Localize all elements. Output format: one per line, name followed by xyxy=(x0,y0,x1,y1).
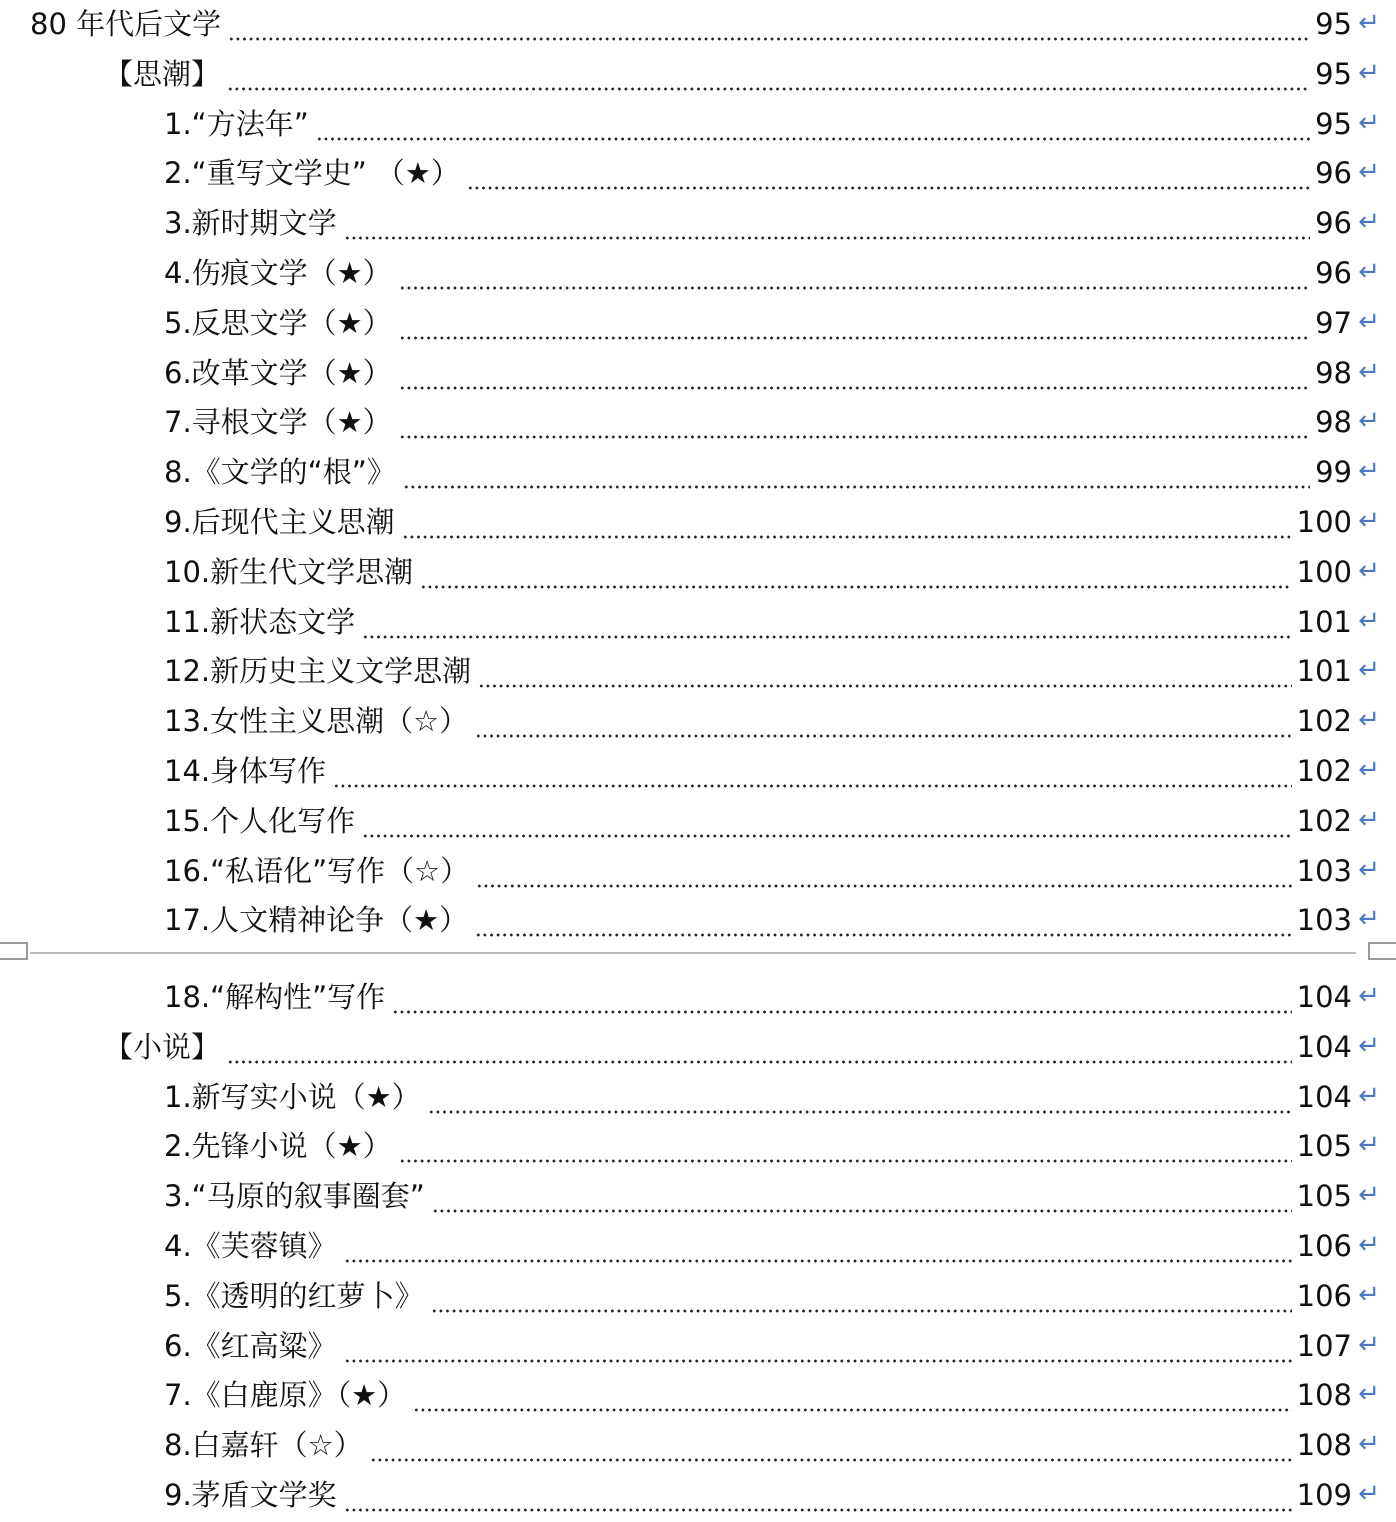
toc-dot-leader xyxy=(228,6,1310,42)
toc-entry[interactable] xyxy=(0,490,1396,540)
toc-dot-leader xyxy=(420,554,1292,590)
paragraph-mark-icon: ↵ xyxy=(1358,8,1380,38)
toc-page-number: 99 xyxy=(1315,455,1352,490)
toc-entry-title: 13.女性主义思潮（☆） xyxy=(164,704,469,739)
toc-dot-leader xyxy=(227,1029,1292,1065)
toc-entry[interactable] xyxy=(0,0,1396,42)
toc-entry-title: 9.茅盾文学奖 xyxy=(164,1478,337,1512)
toc-dot-leader xyxy=(467,155,1310,191)
toc-entry-title: 1.“方法年” xyxy=(164,106,309,141)
toc-page-number: 104 xyxy=(1296,1029,1352,1064)
toc-entry[interactable] xyxy=(0,1214,1396,1264)
paragraph-mark-icon: ↵ xyxy=(1358,904,1380,935)
toc-dot-leader xyxy=(362,803,1292,839)
paragraph-mark-icon: ↵ xyxy=(1358,981,1380,1011)
toc-dot-leader xyxy=(403,454,1310,490)
paragraph-mark-icon: ↵ xyxy=(1358,1180,1380,1211)
toc-entry[interactable] xyxy=(0,42,1396,92)
toc-entry-title: 5.反思文学（★） xyxy=(164,305,392,340)
toc-dot-leader xyxy=(399,355,1310,391)
toc-page-number: 100 xyxy=(1296,554,1352,589)
toc-entry-title: 6.《红高粱》 xyxy=(164,1328,337,1363)
toc-entry[interactable] xyxy=(0,1314,1396,1364)
toc-entry[interactable] xyxy=(0,965,1396,1015)
toc-dot-leader xyxy=(428,1079,1292,1115)
paragraph-mark-icon: ↵ xyxy=(1358,306,1380,337)
page-corner-right-icon xyxy=(1368,942,1396,960)
toc-dot-leader xyxy=(402,504,1292,540)
toc-page-number: 108 xyxy=(1296,1428,1352,1463)
paragraph-mark-icon: ↵ xyxy=(1358,1080,1380,1111)
page-break-separator xyxy=(0,942,1396,964)
toc-page-number: 105 xyxy=(1296,1179,1352,1214)
toc-entry[interactable] xyxy=(0,1413,1396,1463)
toc-page-number: 97 xyxy=(1315,305,1352,340)
toc-entry-title: 7.寻根文学（★） xyxy=(164,405,392,440)
toc-entry[interactable] xyxy=(0,1015,1396,1065)
toc-page-number: 104 xyxy=(1296,1079,1352,1114)
toc-entry-title: 2.先锋小说（★） xyxy=(164,1129,392,1164)
paragraph-mark-icon: ↵ xyxy=(1358,1329,1380,1360)
paragraph-mark-icon: ↵ xyxy=(1358,257,1380,287)
toc-dot-leader xyxy=(344,1228,1292,1264)
paragraph-mark-icon: ↵ xyxy=(1358,506,1380,536)
toc-page-number: 101 xyxy=(1296,604,1352,639)
paragraph-mark-icon: ↵ xyxy=(1358,157,1380,188)
paragraph-mark-icon: ↵ xyxy=(1358,1479,1380,1509)
toc-entry-title: 5.《透明的红萝卜》 xyxy=(164,1278,424,1313)
toc-entry-title: 2.“重写文学史” （★） xyxy=(164,156,460,191)
toc-dot-leader xyxy=(370,1427,1292,1463)
toc-page-number: 96 xyxy=(1315,206,1352,241)
toc-entry[interactable] xyxy=(0,839,1396,889)
paragraph-mark-icon: ↵ xyxy=(1358,1379,1380,1410)
toc-dot-leader xyxy=(392,979,1291,1015)
toc-page-number: 108 xyxy=(1296,1378,1352,1413)
toc-dot-leader xyxy=(227,56,1310,92)
toc-entry[interactable] xyxy=(0,440,1396,490)
toc-dot-leader xyxy=(431,1278,1292,1314)
toc-entry-title: 11.新状态文学 xyxy=(164,604,356,639)
paragraph-mark-icon: ↵ xyxy=(1358,1230,1380,1260)
toc-dot-leader xyxy=(475,703,1292,739)
paragraph-mark-icon: ↵ xyxy=(1358,1279,1380,1310)
paragraph-mark-icon: ↵ xyxy=(1358,655,1380,686)
toc-dot-leader xyxy=(413,1377,1291,1413)
paragraph-mark-icon: ↵ xyxy=(1358,555,1380,586)
toc-entry[interactable] xyxy=(0,1264,1396,1314)
toc-page-number: 95 xyxy=(1315,7,1352,41)
toc-entry-title: 4.伤痕文学（★） xyxy=(164,256,392,290)
toc-entry[interactable] xyxy=(0,540,1396,590)
toc-entry-title: 8.白嘉轩（☆） xyxy=(164,1428,363,1463)
toc-dot-leader xyxy=(399,255,1310,291)
toc-dot-leader xyxy=(399,404,1310,440)
toc-page-number: 103 xyxy=(1296,903,1352,938)
paragraph-mark-icon: ↵ xyxy=(1358,356,1380,387)
toc-dot-leader xyxy=(478,653,1292,689)
paragraph-mark-icon: ↵ xyxy=(1358,456,1380,487)
toc-entry[interactable] xyxy=(0,888,1396,938)
toc-entry-title: 3.“马原的叙事圈套” xyxy=(164,1179,425,1214)
toc-entry[interactable] xyxy=(0,390,1396,440)
paragraph-mark-icon: ↵ xyxy=(1358,1429,1380,1460)
toc-page-number: 98 xyxy=(1315,405,1352,440)
toc-dot-leader xyxy=(344,1328,1292,1364)
paragraph-mark-icon: ↵ xyxy=(1358,804,1380,835)
toc-entry[interactable] xyxy=(0,1164,1396,1214)
page-corner-left-icon xyxy=(0,942,28,960)
toc-page-number: 96 xyxy=(1315,256,1352,290)
toc-page-number: 100 xyxy=(1296,505,1352,539)
paragraph-mark-icon: ↵ xyxy=(1358,605,1380,636)
paragraph-mark-icon: ↵ xyxy=(1358,755,1380,785)
toc-dot-leader xyxy=(476,853,1291,889)
toc-entry-title: 6.改革文学（★） xyxy=(164,355,392,390)
toc-dot-leader xyxy=(399,305,1310,341)
toc-dot-leader xyxy=(344,205,1310,241)
paragraph-mark-icon: ↵ xyxy=(1358,1130,1380,1161)
paragraph-mark-icon: ↵ xyxy=(1358,854,1380,885)
toc-page-number: 95 xyxy=(1315,56,1352,91)
paragraph-mark-icon: ↵ xyxy=(1358,705,1380,736)
toc-page-number: 104 xyxy=(1296,980,1352,1014)
toc-dot-leader xyxy=(475,902,1292,938)
toc-entry-title: 18.“解构性”写作 xyxy=(164,980,386,1014)
toc-entry-title: 3.新时期文学 xyxy=(164,206,337,241)
toc-entry[interactable] xyxy=(0,689,1396,739)
toc-dot-leader xyxy=(344,1477,1292,1513)
toc-page-number: 96 xyxy=(1315,156,1352,191)
toc-entry[interactable] xyxy=(0,590,1396,640)
toc-page-number: 103 xyxy=(1296,853,1352,888)
toc-entry-title: 4.《芙蓉镇》 xyxy=(164,1229,337,1263)
toc-entry[interactable] xyxy=(0,639,1396,689)
toc-entry-title: 10.新生代文学思潮 xyxy=(164,554,414,589)
toc-entry[interactable] xyxy=(0,141,1396,191)
toc-entry[interactable] xyxy=(0,241,1396,291)
toc-entry-title: 17.人文精神论争（★） xyxy=(164,903,469,938)
toc-entry[interactable] xyxy=(0,291,1396,341)
toc-entry[interactable] xyxy=(0,341,1396,391)
toc-entry[interactable] xyxy=(0,92,1396,142)
toc-page-number: 105 xyxy=(1296,1129,1352,1164)
page-break-rule xyxy=(30,952,1356,954)
document-page-bottom xyxy=(0,964,1396,1522)
toc-entry-title: 9.后现代主义思潮 xyxy=(164,505,395,539)
toc-page-number: 107 xyxy=(1296,1328,1352,1363)
toc-page-number: 106 xyxy=(1296,1278,1352,1313)
toc-entry[interactable] xyxy=(0,1065,1396,1115)
toc-page-number: 98 xyxy=(1315,355,1352,390)
paragraph-mark-icon: ↵ xyxy=(1358,107,1380,138)
toc-page-number: 102 xyxy=(1296,704,1352,739)
toc-dot-leader xyxy=(316,106,1310,142)
toc-entry-title: 【思潮】 xyxy=(104,56,221,91)
toc-page-number: 106 xyxy=(1296,1229,1352,1263)
toc-entry-title: 15.个人化写作 xyxy=(164,803,356,838)
toc-entry[interactable] xyxy=(0,739,1396,789)
toc-dot-leader xyxy=(432,1178,1292,1214)
toc-entry-title: 80 年代后文学 xyxy=(30,7,222,41)
toc-entry-title: 1.新写实小说（★） xyxy=(164,1079,421,1114)
toc-entry[interactable] xyxy=(0,1463,1396,1513)
paragraph-mark-icon: ↵ xyxy=(1358,207,1380,238)
toc-entry[interactable] xyxy=(0,191,1396,241)
toc-entry-title: 7.《白鹿原》（★） xyxy=(164,1378,407,1413)
toc-entry-title: 【小说】 xyxy=(104,1029,221,1064)
toc-entry-title: 8.《文学的“根”》 xyxy=(164,455,396,490)
toc-dot-leader xyxy=(333,753,1292,789)
paragraph-mark-icon: ↵ xyxy=(1358,57,1380,88)
toc-entry-title: 12.新历史主义文学思潮 xyxy=(164,654,472,689)
toc-page-number: 102 xyxy=(1296,754,1352,788)
toc-entry[interactable] xyxy=(0,1363,1396,1413)
toc-entry-title: 16.“私语化”写作（☆） xyxy=(164,853,470,888)
toc-entry-title: 14.身体写作 xyxy=(164,754,327,788)
toc-page-number: 109 xyxy=(1296,1478,1352,1512)
paragraph-mark-icon: ↵ xyxy=(1358,1030,1380,1061)
toc-dot-leader xyxy=(362,604,1292,640)
paragraph-mark-icon: ↵ xyxy=(1358,406,1380,437)
toc-page-number: 102 xyxy=(1296,803,1352,838)
toc-dot-leader xyxy=(399,1128,1292,1164)
toc-entry[interactable] xyxy=(0,1114,1396,1164)
toc-page-number: 95 xyxy=(1315,106,1352,141)
toc-page-number: 101 xyxy=(1296,654,1352,689)
toc-entry[interactable] xyxy=(0,789,1396,839)
